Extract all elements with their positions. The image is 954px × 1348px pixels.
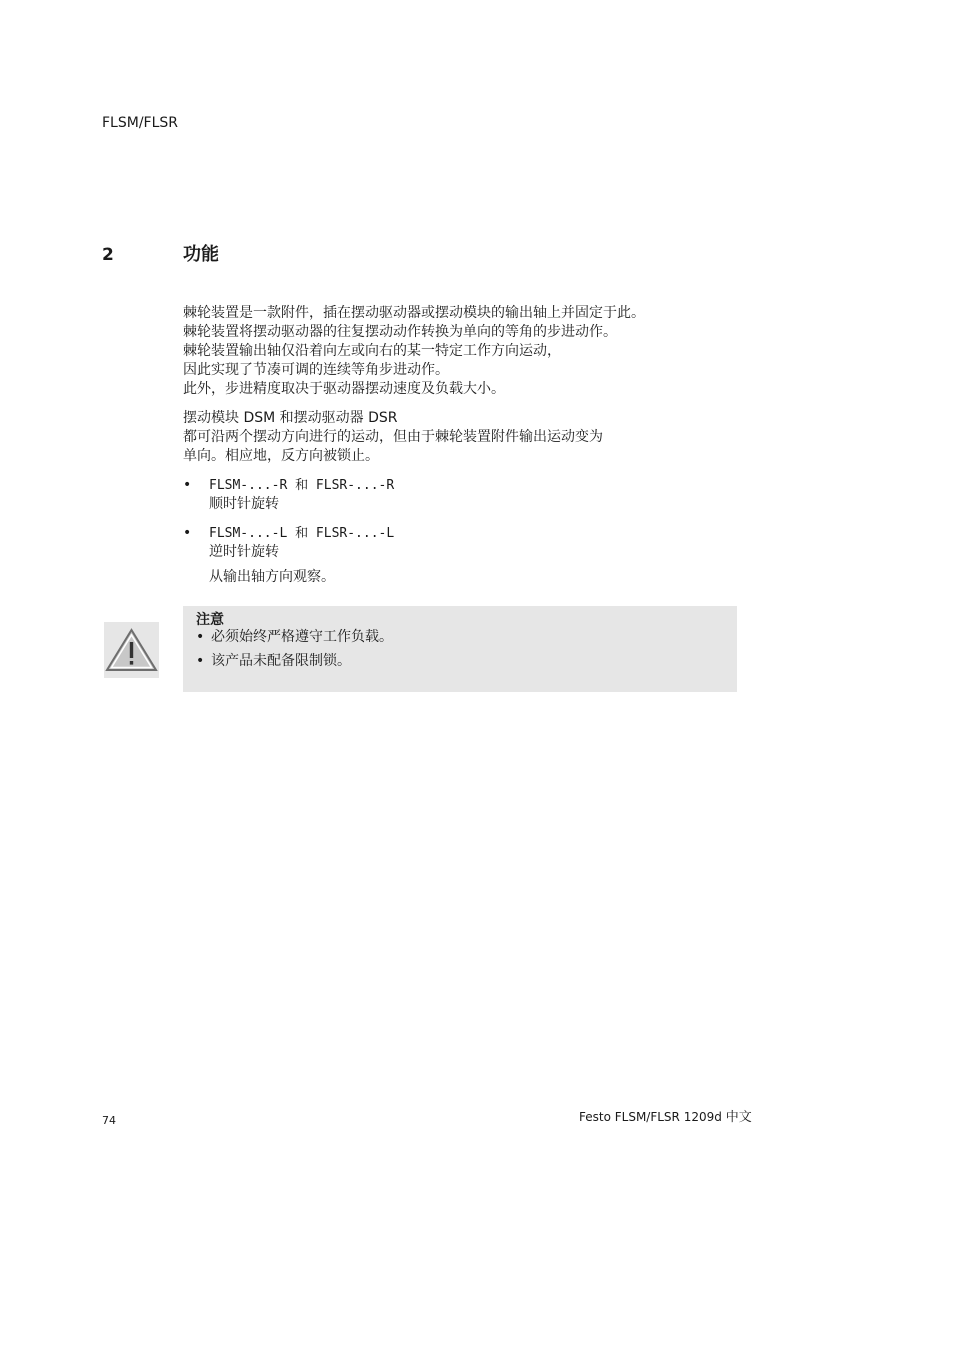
warning-triangle-icon: [104, 622, 159, 678]
note-list: [196, 628, 393, 676]
text-line: 棘轮装置将摆动驱动器的往复摆动动作转换为单向的等角的步进动作。: [183, 324, 617, 340]
list-item: [183, 524, 743, 562]
section-number: 2: [102, 245, 114, 265]
bullet-icon: •: [183, 477, 192, 493]
footer-document-label: [579, 1109, 752, 1126]
note-item: [196, 628, 393, 647]
note-item-text: 该产品未配备限制锁。: [211, 653, 351, 669]
bullet-icon: •: [196, 653, 205, 669]
rotation-list: [183, 476, 743, 562]
variant-rotation: 逆时针旋转: [209, 544, 279, 560]
direction-paragraph: [183, 409, 743, 466]
body-content: [183, 304, 743, 587]
bullet-icon: •: [183, 525, 192, 541]
list-item: [183, 476, 743, 514]
variant-code: FLSM-...-R 和 FLSR-...-R: [209, 478, 395, 493]
variant-code: FLSM-...-L 和 FLSR-...-L: [209, 526, 395, 541]
text-line: 都可沿两个摆动方向进行的运动，但由于棘轮装置附件输出运动变为: [183, 429, 603, 445]
section-title: 功能: [183, 244, 219, 265]
text-line: 此外，步进精度取决于驱动器摆动速度及负载大小。: [183, 381, 505, 397]
note-title: 注意: [196, 612, 224, 628]
document-language: 中文: [725, 1110, 752, 1125]
header-model-label: FLSM/FLSR: [102, 115, 179, 131]
text-line: 单向。相应地，反方向被锁止。: [183, 448, 379, 464]
text-line: 棘轮装置是一款附件，插在摆动驱动器或摆动模块的输出轴上并固定于此。: [183, 305, 645, 321]
text-line: 棘轮装置输出轴仅沿着向左或向右的某一特定工作方向运动，: [183, 343, 561, 359]
page-number: 74: [102, 1114, 116, 1127]
bullet-icon: •: [196, 629, 205, 645]
text-line: 因此实现了节凑可调的连续等角步进动作。: [183, 362, 449, 378]
intro-paragraph: [183, 304, 743, 399]
viewing-direction-note: 从输出轴方向观察。: [209, 569, 335, 585]
variant-rotation: 顺时针旋转: [209, 496, 279, 512]
text-line: 摆动模块 DSM 和摆动驱动器 DSR: [183, 410, 398, 426]
note-item-text: 必须始终严格遵守工作负载。: [211, 629, 393, 645]
document-id: Festo FLSM/FLSR 1209d: [579, 1110, 722, 1124]
note-item: [196, 652, 393, 671]
caution-note-box: [183, 606, 737, 692]
